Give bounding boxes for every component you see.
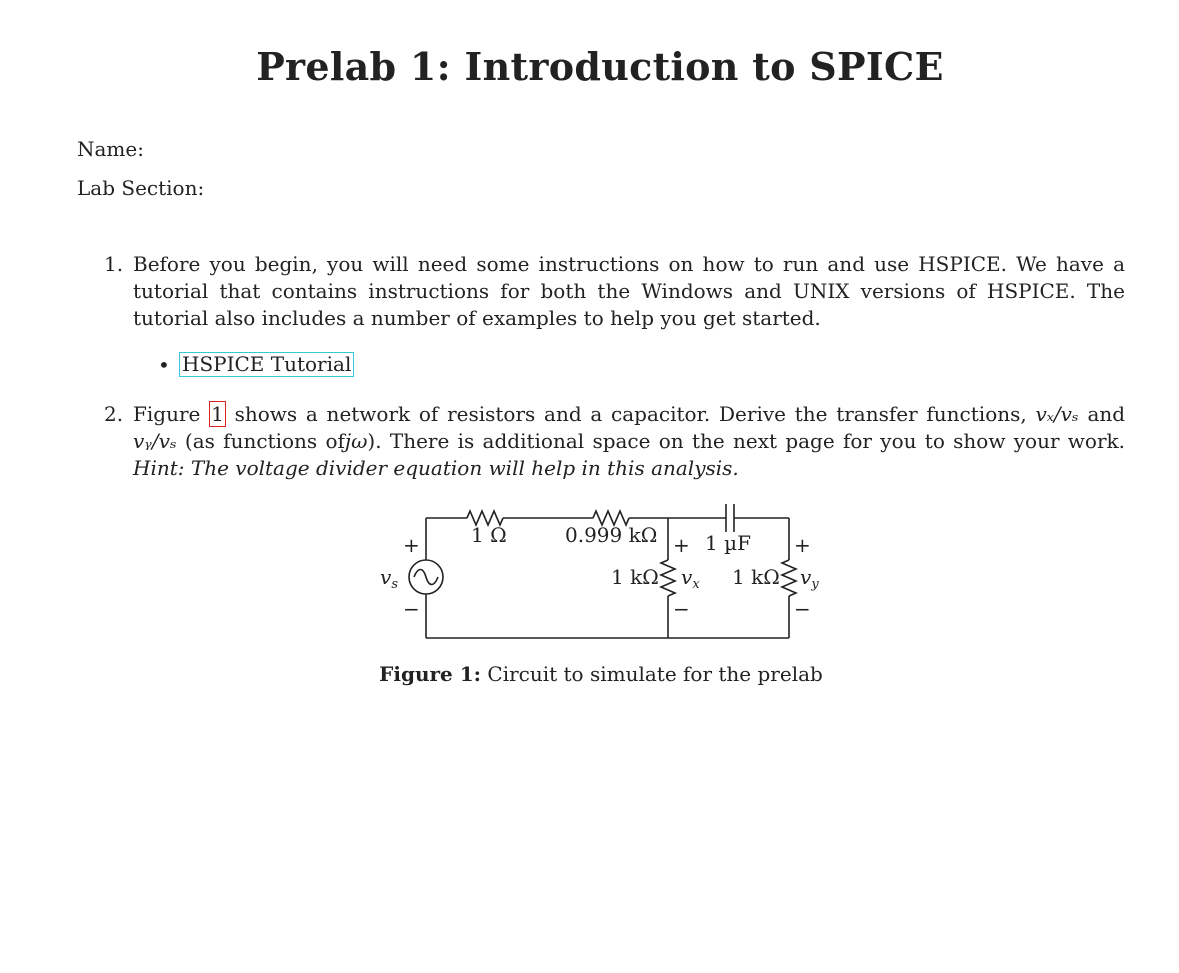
item-text: Before you begin, you will need some instructions on how to run and use HSPICE. We have a tutorial that contains instructions for both the Windows and UNIX versions of HSPICE. The tutorial also includes a number of examples to help you get started. — [133, 252, 1125, 330]
caption-label: Figure 1: — [379, 662, 482, 686]
hspice-tutorial-link[interactable]: HSPICE Tutorial — [179, 352, 354, 377]
label-r3: 1 kΩ — [611, 565, 659, 589]
label-r4: 1 kΩ — [732, 565, 780, 589]
vs-minus: − — [403, 597, 420, 621]
sine-icon — [414, 570, 438, 585]
label-r2: 0.999 kΩ — [565, 523, 658, 547]
capacitor-1uf — [726, 504, 734, 532]
vy-minus: − — [794, 597, 811, 621]
label-capacitor: 1 µF — [705, 531, 751, 555]
item-number: 2. — [104, 402, 124, 426]
vx-plus: + — [673, 533, 690, 557]
figure-ref-link[interactable]: 1 — [211, 402, 224, 426]
circuit-diagram — [370, 498, 840, 648]
lab-section-label: Lab Section: — [77, 176, 205, 200]
label-r1: 1 Ω — [471, 523, 507, 547]
and-word: and — [1087, 402, 1126, 426]
vx-label: $v_x$ — [681, 565, 700, 592]
page-title: Prelab 1: Introduction to SPICE — [256, 44, 944, 89]
hint-text: Hint: The voltage divider equation will help in this analysis. — [133, 456, 739, 480]
jw-symbol: jω — [344, 429, 368, 453]
vx-minus: − — [673, 597, 690, 621]
tf-vx-vs: vₓ/vₛ — [1035, 402, 1079, 426]
vy-plus: + — [794, 533, 811, 557]
item-number: 1. — [104, 252, 124, 276]
vs-plus: + — [403, 533, 420, 557]
item-text — [133, 401, 1125, 482]
bullet-icon: • — [158, 353, 170, 377]
text-b: (as functions of — [184, 429, 345, 453]
name-label: Name: — [77, 137, 144, 161]
figure-word: Figure — [133, 402, 201, 426]
caption-text: Circuit to simulate for the prelab — [487, 662, 823, 686]
figure-caption — [0, 662, 1179, 686]
vy-label: $v_y$ — [800, 565, 819, 592]
text-a: shows a network of resistors and a capacitor. Derive the transfer functions, — [234, 402, 1027, 426]
vs-label: $v_s$ — [380, 565, 398, 592]
text-c: ). There is additional space on the next page for you to show your work. — [367, 429, 1125, 453]
tf-vy-vs: vᵧ/vₛ — [133, 429, 177, 453]
